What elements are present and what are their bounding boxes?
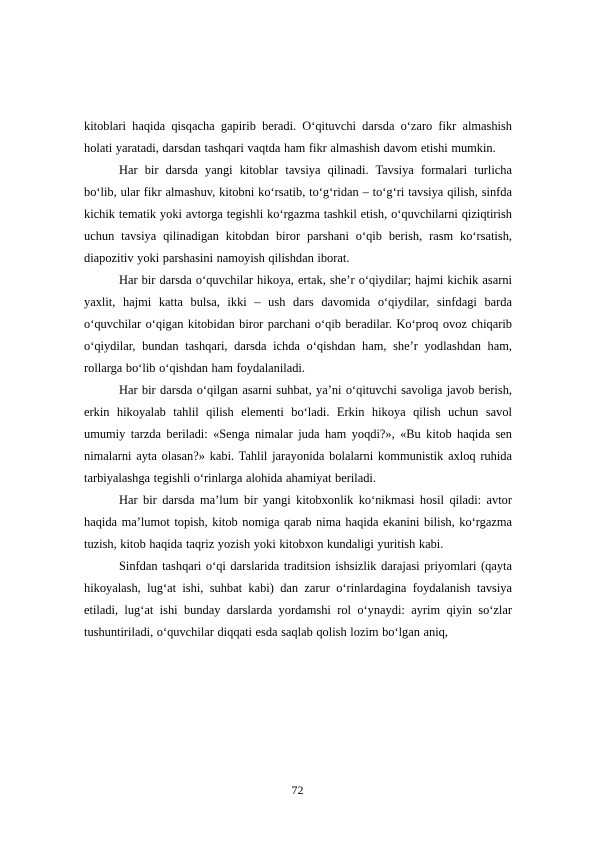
paragraph-recommendations: Har bir darsda yangi kitoblar tavsiya qilinadi. Tavsiya formalari turlicha bo‘lib, ular fikr almashuv, kitobni ko‘rsatib, to‘g‘ridan – to‘g‘ri tavsiya qilish, sinfda kichik tematik yoki avtorga tegishli ko‘rgazma tashkil etish, o‘quvchilarni qiziqtirish uchun tavsiya qilinadigan kitobdan biror parshani o‘qib berish, rasm ko‘rsatish, diapozitiv yoki parshasini namoyish qilishdan iborat. bbox=[84, 163, 512, 265]
paragraph-reading: Har bir darsda o‘quvchilar hikoya, ertak, she’r o‘qiydilar; hajmi kichik asarni yaxlit, hajmi katta bulsa, ikki – ush dars davomida o‘qiydilar, sinfdagi barda o‘quvchilar o‘qigan kitobidan biror parchani o‘qib beradilar. Ko‘proq ovoz chiqarib o‘qiydilar, bundan tashqari, darsda ichda o‘qishdan ham, she’r yodlashdan ham, rollarga bo‘lib o‘qishdan ham foydalaniladi. bbox=[84, 273, 512, 375]
paragraph-techniques: Sinfdan tashqari o‘qi darslarida traditsion ishsizlik darajasi priyomlari (qayta hikoyalash, lug‘at ishi, suhbat kabi) dan zarur o‘rinlardagina foydalanish tavsiya etiladi, lug‘at ishi bunday darslarda yordamshi rol o‘ynaydi: ayrim qiyin so‘zlar tushuntiriladi, o‘quvchilar diqqati esda saqlab qolish lozim bo‘lgan aniq, bbox=[84, 559, 512, 639]
page-number: 72 bbox=[291, 783, 304, 797]
paragraph-discussion: Har bir darsda o‘qilgan asarni suhbat, ya’ni o‘qituvchi savoliga javob berish, erkin hikoyalab tahlil qilish elementi bo‘ladi. Erkin hikoya qilish uchun savol umumiy tarzda beriladi: «Senga nimalar juda ham yoqdi?», «Bu kitob haqida sen nimalarni ayta olasan?» kabi. Tahlil jarayonida bolalarni kommunistik axloq ruhida tarbiyalashga tegishli o‘rinlarga alohida ahamiyat beriladi. bbox=[84, 383, 512, 485]
paragraph-skills: Har bir darsda ma’lum bir yangi kitobxonlik ko‘nikmasi hosil qiladi: avtor haqida ma’lumot topish, kitob nomiga qarab nima haqida ekanini bilish, ko‘rgazma tuzish, kitob haqida taqriz yozish yoki kitobxon kundaligi yuritish kabi. bbox=[84, 493, 512, 551]
paragraph-continuation: kitoblari haqida qisqacha gapirib beradi. O‘qituvchi darsda o‘zaro fikr almashish holati yaratadi, darsdan tashqari vaqtda ham fikr almashish davom etishi mumkin. bbox=[84, 119, 512, 155]
body-text bbox=[84, 115, 512, 643]
